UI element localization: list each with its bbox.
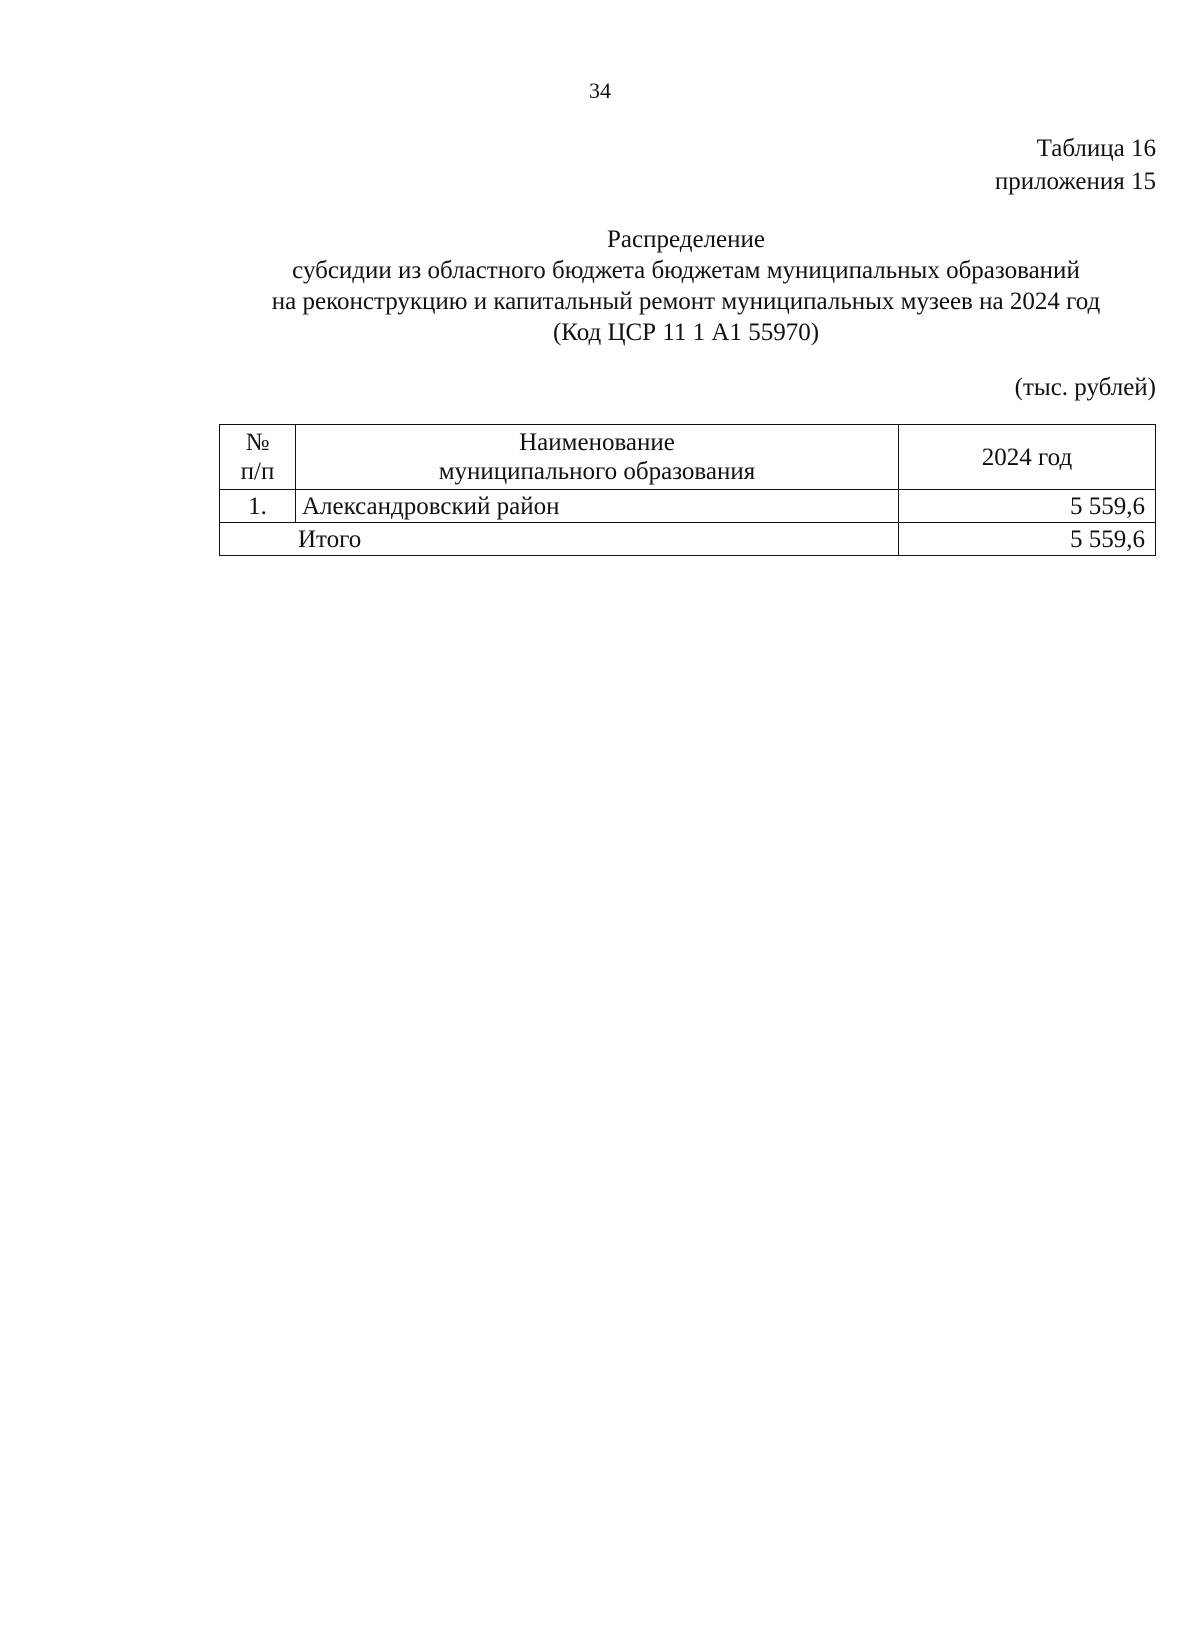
header-name [296, 425, 899, 490]
heading-line-4: (Код ЦСР 11 1 А1 55970) [552, 319, 820, 346]
heading-line-1: Распределение [607, 226, 765, 253]
units-label: (тыс. рублей) [1014, 374, 1156, 401]
page-number: 34 [589, 78, 611, 103]
table-reference [995, 132, 1156, 198]
table-row [220, 490, 1156, 523]
header-year: 2024 год [899, 425, 1156, 490]
row-value: 5 559,6 [899, 490, 1156, 523]
document-heading [217, 224, 1155, 348]
header-name-line-1: Наименование [519, 429, 675, 456]
row-name: Александровский район [296, 490, 899, 523]
table-reference-line-2: приложения 15 [994, 168, 1156, 195]
total-label: Итого [220, 523, 899, 556]
header-number-line-2: п/п [240, 458, 275, 485]
row-number: 1. [220, 490, 296, 523]
table-total-row [220, 523, 1156, 556]
header-number-line-1: № [245, 429, 270, 456]
header-name-line-2: муниципального образования [438, 458, 756, 485]
distribution-table [219, 424, 1156, 556]
heading-line-2: субсидии из областного бюджета бюджетам муниципальных образований [292, 257, 1080, 284]
heading-line-3: на реконструкцию и капитальный ремонт муниципальных музеев на 2024 год [271, 288, 1101, 315]
table-header-row [220, 425, 1156, 490]
total-value: 5 559,6 [899, 523, 1156, 556]
header-number [220, 425, 296, 490]
table-reference-line-1: Таблица 16 [1036, 135, 1156, 162]
